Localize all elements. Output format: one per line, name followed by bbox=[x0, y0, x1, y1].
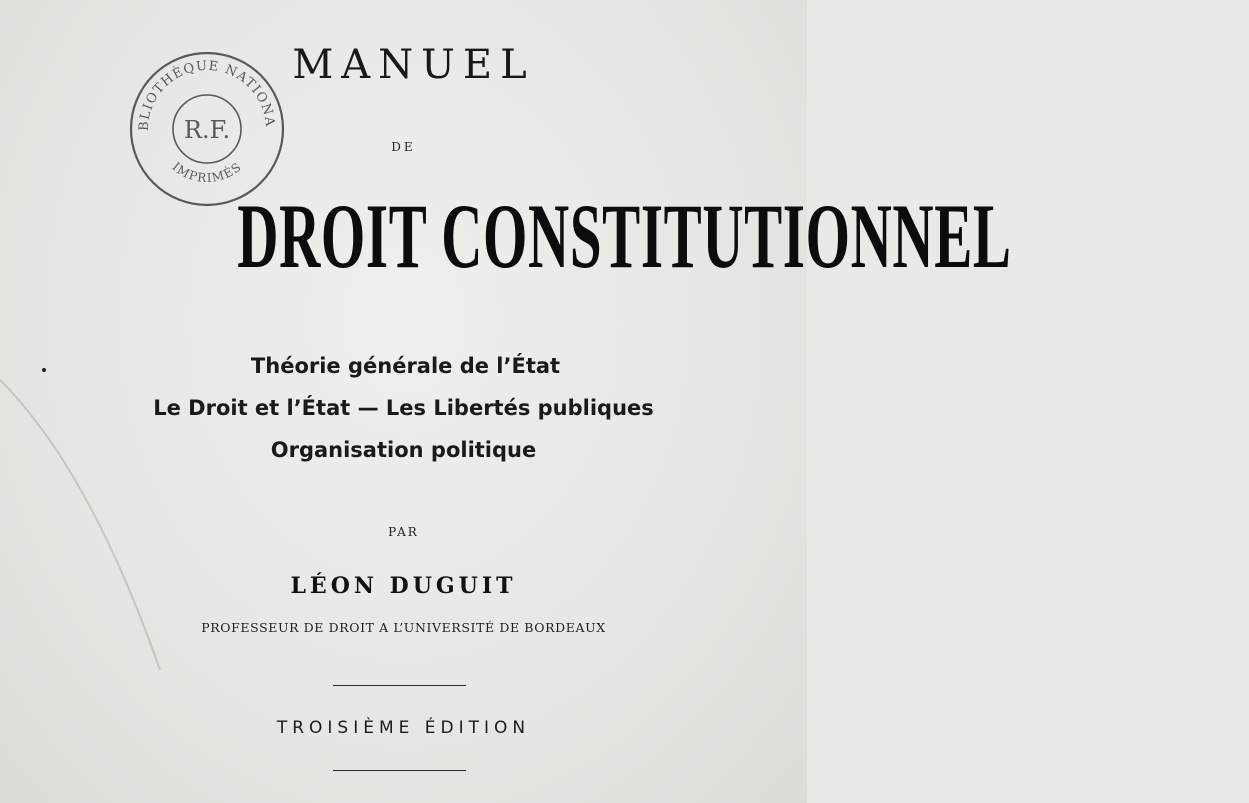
par-label: PAR bbox=[388, 525, 419, 539]
title-de: DE bbox=[391, 140, 416, 154]
main-title-text: DROIT CONSTITUTIONNEL bbox=[237, 185, 1012, 287]
subtitle-line-1: Théorie générale de l’État bbox=[250, 354, 561, 378]
divider-rule-top bbox=[333, 685, 466, 686]
stamp-ring-text: BLIOTHÈQUE NATIONA bbox=[136, 58, 278, 132]
divider-rule-bottom bbox=[333, 770, 466, 771]
main-title bbox=[0, 185, 1012, 287]
stamp-center-text: R.F. bbox=[183, 116, 231, 144]
stamp-bottom-text: IMPRIMÉS bbox=[169, 159, 245, 186]
author-name: LÉON DUGUIT bbox=[290, 573, 517, 599]
subtitle-line-3: Organisation politique bbox=[270, 438, 537, 462]
subtitle-line-2: Le Droit et l’État — Les Libertés publiques bbox=[153, 396, 654, 420]
edition-label: TROISIÈME ÉDITION bbox=[276, 718, 531, 738]
author-affiliation: PROFESSEUR DE DROIT A L’UNIVERSITÉ DE BORDEAUX bbox=[201, 620, 606, 635]
title-manuel: MANUEL bbox=[292, 42, 535, 88]
